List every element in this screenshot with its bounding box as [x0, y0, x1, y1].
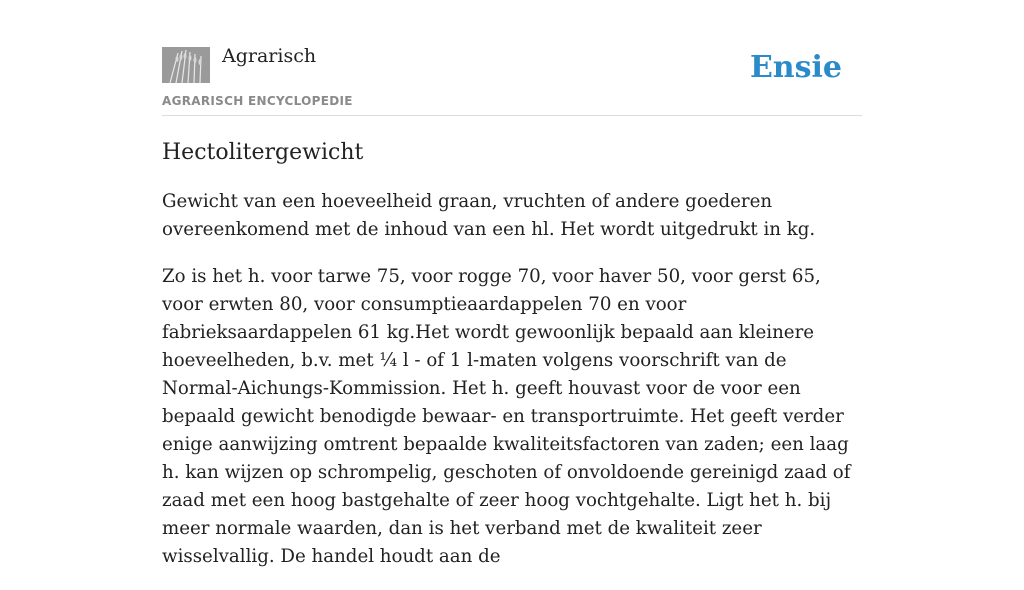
source-name[interactable]: Agrarisch: [222, 45, 317, 67]
article-body: [162, 188, 862, 571]
content-wrapper: [162, 0, 862, 590]
header: [162, 0, 862, 116]
paragraph: Zo is het h. voor tarwe 75, voor rogge 70, voor haver 50, voor gerst 65, voor erwten 80, voor consumptieaardappelen 70 en voor fabrieksaardappelen 61 kg.Het wordt gewoonlijk bepaald aan kleinere hoeveelheden, b.v. met ¼ l - of 1 l-maten volgens voorschrift van de Normal-Aichungs-Kommission. Het h. geeft houvast voor de voor een bepaald gewicht benodigde bewaar- en transportruimte. Het geeft verder enige aanwijzing omtrent bepaalde kwaliteitsfactoren van zaden; een laag h. kan wijzen op schrompelig, geschoten of onvoldoende gereinigd zaad of zaad met een hoog bastgehalte of zeer hoog vochtgehalte. Ligt het h. bij meer normale waarden, dan is het verband met de kwaliteit zeer wisselvallig. De handel houdt aan de: [162, 266, 851, 567]
wheat-icon[interactable]: [162, 47, 210, 83]
page-title: Hectolitergewicht: [162, 140, 364, 165]
brand-logo-link[interactable]: Ensie: [749, 50, 842, 85]
paragraph: Gewicht van een hoeveelheid graan, vruchten of andere goederen overeenkomend met de inhoud van een hl. Het wordt uitgedrukt in kg.: [162, 191, 816, 240]
source-subtitle: AGRARISCH ENCYCLOPEDIE: [162, 94, 353, 108]
